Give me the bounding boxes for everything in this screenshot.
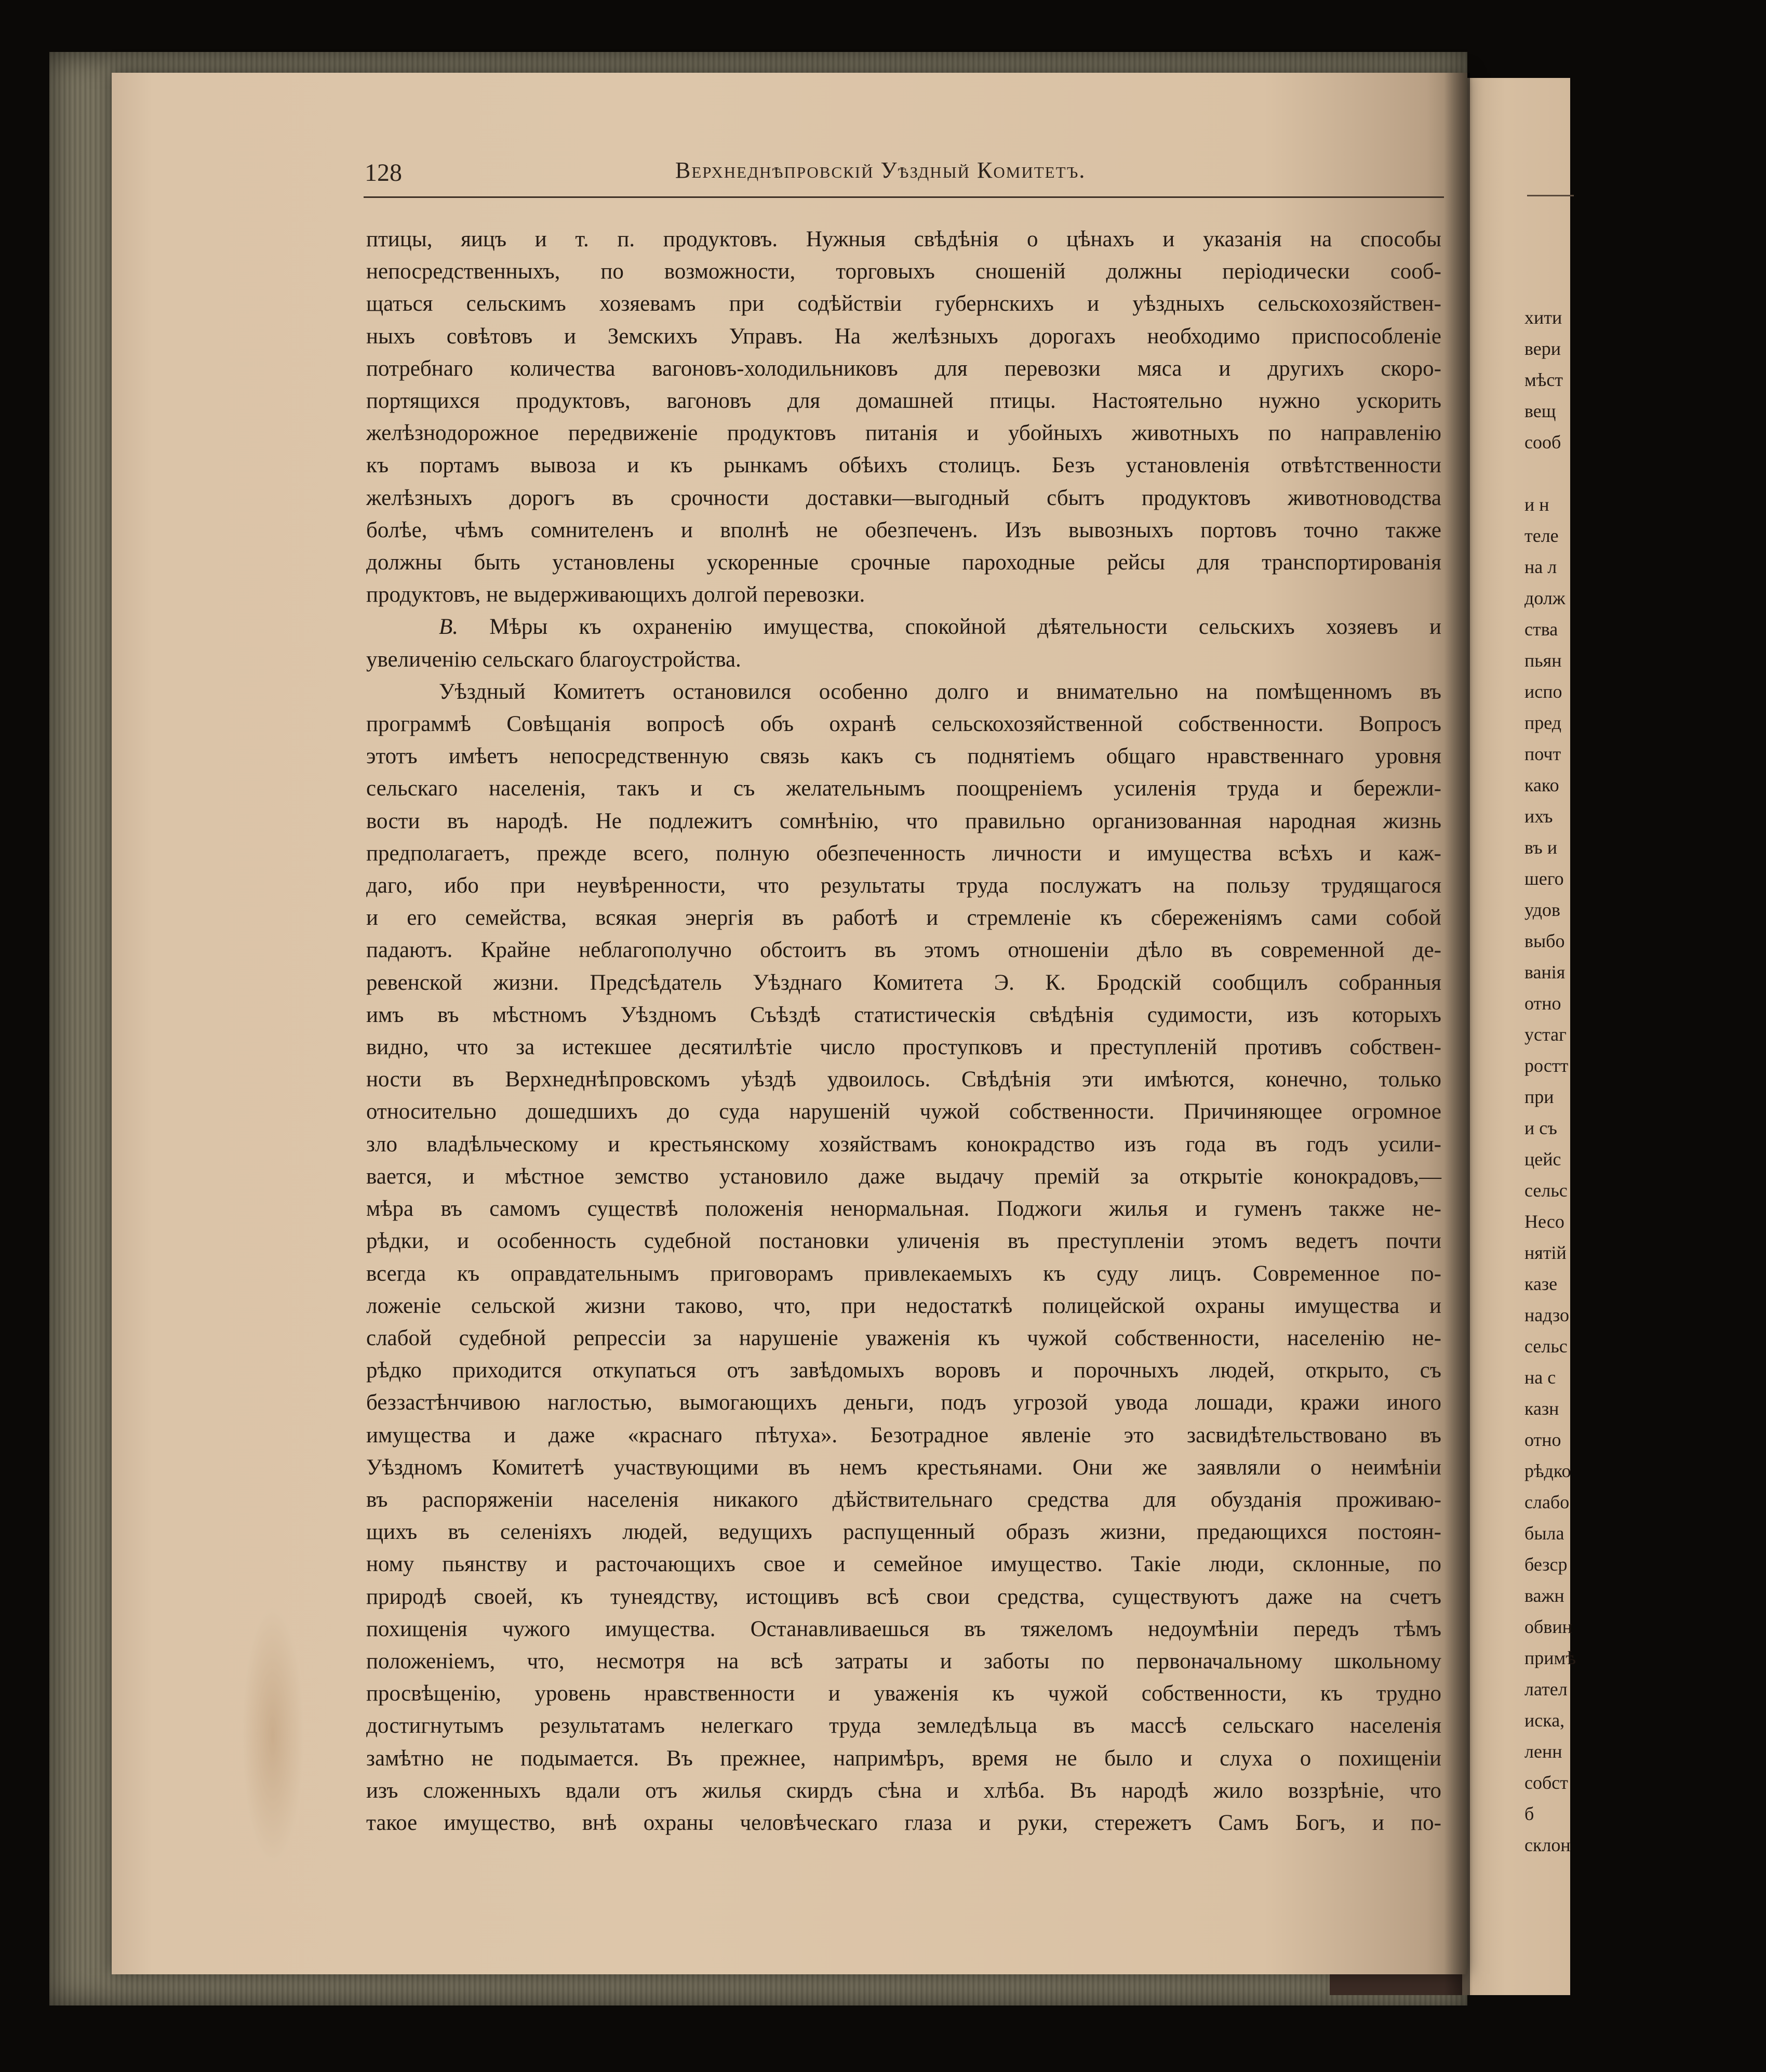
next-page-line: шего — [1524, 868, 1564, 889]
section-heading-b-cont: увеличенію сельскаго благоустройства. — [366, 647, 741, 672]
next-page-line: рѣдко — [1524, 1460, 1571, 1481]
section-heading-b — [366, 611, 1441, 643]
text-line: замѣтно не подымается. Въ прежнее, напримѣръ, время не было и слуха о похищеніи — [366, 1746, 1441, 1771]
text-line: даго, ибо при неувѣренности, что результаты труда послужатъ на пользу трудящагося — [366, 873, 1441, 898]
text-line: просвѣщенію, уровень нравственности и уваженія къ чужой собственности, къ трудно — [366, 1681, 1441, 1706]
section-heading-text: Мѣры къ охраненію имущества, спокойной дѣятельности сельскихъ хозяевъ и — [458, 615, 1441, 640]
next-page-line: пьян — [1524, 650, 1562, 671]
text-line: слабой судебной репрессіи за нарушеніе уваженія къ чужой собственности, населенію не- — [366, 1325, 1441, 1350]
text-line: изъ сложенныхъ вдали отъ жилья скирдъ сѣна и хлѣба. Въ народѣ жило воззрѣніе, что — [366, 1778, 1441, 1803]
next-page-line: сельс — [1524, 1180, 1568, 1201]
text-line: ревенской жизни. Предсѣдатель Уѣзднаго Комитета Э. К. Бродскій сообщилъ собранныя — [366, 970, 1441, 995]
text-line: предполагаетъ, прежде всего, полную обезпеченность личности и имущества всѣхъ и каж- — [366, 841, 1441, 866]
next-page-line: теле — [1524, 525, 1559, 546]
text-line: и его семейства, всякая энергія въ работѣ и стремленіе къ сбереженіямъ сами собой — [366, 906, 1441, 931]
text-line: рѣдко приходится откупаться отъ завѣдомыхъ воровъ и порочныхъ людей, открыто, съ — [366, 1358, 1441, 1383]
text-line: имъ въ мѣстномъ Уѣздномъ Съѣздѣ статистическія свѣдѣнія судимости, изъ которыхъ — [366, 1002, 1441, 1027]
text-line: этотъ имѣетъ непосредственную связь какъ съ поднятіемъ общаго нравственнаго уровня — [366, 744, 1441, 769]
next-page-line: вери — [1524, 338, 1561, 359]
text-line: Уѣздный Комитетъ остановился особенно долго и внимательно на помѣщенномъ въ — [439, 679, 1441, 704]
text-line: въ распоряженіи населенія никакого дѣйствительнаго средства для обузданія проживаю- — [366, 1487, 1441, 1512]
text-line: желѣзнодорожное передвиженіе продуктовъ питанія и убойныхъ животныхъ по направленію — [366, 421, 1441, 446]
next-page-line: ванія — [1524, 962, 1566, 982]
text-line: мѣра въ самомъ существѣ положенія ненормальная. Поджоги жилья и гуменъ также не- — [366, 1197, 1441, 1221]
next-page-line: при — [1524, 1086, 1554, 1107]
next-page-line: иска, — [1524, 1710, 1565, 1731]
next-page-line: важн — [1524, 1585, 1564, 1606]
running-title-text: Верхнеднѣпровскій Уѣздный Комитетъ. — [675, 157, 1086, 183]
next-page-line: почт — [1524, 743, 1561, 764]
text-line: вости въ народѣ. Не подлежитъ сомнѣнію, что правильно организованная народная жизнь — [366, 808, 1441, 833]
next-page-line: собст — [1524, 1772, 1569, 1793]
next-page-line: казе — [1524, 1273, 1558, 1294]
section-letter: В. — [439, 615, 459, 640]
text-line: щихъ въ селеніяхъ людей, ведущихъ распущенный образъ жизни, предающихся постоян- — [366, 1520, 1441, 1545]
text-line: такое имущество, внѣ охраны человѣческаго глаза и руки, стережетъ Самъ Богъ, и по- — [366, 1810, 1441, 1835]
text-line: относительно дошедшихъ до суда нарушеній чужой собственности. Причиняющее огромное — [366, 1099, 1441, 1124]
next-page-line: обвин — [1524, 1616, 1572, 1637]
next-page-line: како — [1524, 775, 1559, 795]
text-line: сельскаго населенія, такъ и съ желательнымъ поощреніемъ усиленія труда и бережли- — [366, 776, 1441, 801]
text-line: потребнаго количества вагоновъ-холодильниковъ для перевозки мяса и другихъ скоро- — [366, 356, 1441, 381]
gutter-shadow — [1444, 73, 1470, 1995]
next-page-line: цейс — [1524, 1149, 1561, 1170]
page-stain — [242, 1605, 304, 1865]
text-line: непосредственныхъ, по возможности, торговыхъ сношеній должны періодически сооб- — [366, 259, 1441, 284]
next-page-line: отно — [1524, 993, 1561, 1014]
next-page-line: ростт — [1524, 1055, 1569, 1076]
next-page-line: въ и — [1524, 837, 1557, 858]
next-page-line: склон — [1524, 1835, 1571, 1855]
text-line: падаютъ. Крайне неблагополучно обстоитъ въ этомъ отношеніи дѣло въ современной де- — [366, 938, 1441, 963]
next-page-head-rule — [1527, 195, 1574, 196]
next-page-line: ства — [1524, 619, 1558, 640]
text-line: портящихся продуктовъ, вагоновъ для домашней птицы. Настоятельно нужно ускорить — [366, 389, 1441, 414]
next-page-line: ихъ — [1524, 806, 1553, 827]
text-line: зло владѣльческому и крестьянскому хозяйствамъ конокрадство изъ года въ годъ усили- — [366, 1132, 1441, 1157]
next-page-line: выбо — [1524, 931, 1565, 951]
text-line: похищенія чужого имущества. Останавливаешься въ тяжеломъ недоумѣніи передъ тѣмъ — [366, 1616, 1441, 1641]
text-line: ныхъ совѣтовъ и Земскихъ Управъ. На желѣзныхъ дорогахъ необходимо приспособленіе — [366, 324, 1441, 349]
next-page-line: нятій — [1524, 1242, 1567, 1263]
next-page-line: долж — [1524, 588, 1566, 608]
next-page-line: казн — [1524, 1398, 1559, 1419]
next-page-line: пред — [1524, 712, 1562, 733]
next-page-line: была — [1524, 1523, 1564, 1544]
text-line: всегда къ оправдательнымъ приговорамъ привлекаемыхъ къ суду лицъ. Современное по- — [366, 1261, 1441, 1286]
main-text — [366, 223, 1441, 1839]
header-rule — [364, 196, 1444, 198]
next-page-line: мѣст — [1524, 369, 1563, 390]
text-line: программѣ Совѣщанія вопросѣ объ охранѣ сельскохозяйственной собственности. Вопросъ — [366, 712, 1441, 737]
next-page-line: испо — [1524, 681, 1562, 702]
text-line: болѣе, чѣмъ сомнителенъ и вполнѣ не обезпеченъ. Изъ вывозныхъ портовъ точно также — [366, 517, 1441, 542]
text-line: продуктовъ, не выдерживающихъ долгой перевозки. — [366, 582, 865, 607]
next-page-line: удов — [1524, 899, 1561, 920]
next-page-line: на с — [1524, 1367, 1556, 1388]
page-number: 128 — [365, 159, 402, 187]
next-page-line: и съ — [1524, 1118, 1557, 1138]
next-page-line: надзо — [1524, 1305, 1570, 1325]
text-line: щаться сельскимъ хозяевамъ при содѣйствіи губернскихъ и уѣздныхъ сельскохозяйствен- — [366, 291, 1441, 316]
next-page-line: лател — [1524, 1679, 1568, 1699]
next-page-line: сельс — [1524, 1336, 1568, 1357]
next-page-line: ленн — [1524, 1741, 1562, 1762]
text-line: птицы, яицъ и т. п. продуктовъ. Нужныя свѣдѣнія о цѣнахъ и указанія на способы — [366, 227, 1441, 251]
next-page-line: и н — [1524, 494, 1549, 515]
text-line: ному пьянству и расточающихъ свое и семейное имущество. Такіе люди, склонные, по — [366, 1552, 1441, 1577]
text-line: достигнутымъ результатамъ нелегкаго труда земледѣльца въ массѣ сельскаго населенія — [366, 1714, 1441, 1738]
next-page-line: слабо — [1524, 1492, 1570, 1512]
text-line: положеніемъ, что, несмотря на всѣ затраты и заботы по первоначальному школьному — [366, 1649, 1441, 1673]
text-line: природѣ своей, къ тунеядству, истощивъ всѣ свои средства, существуютъ даже на счетъ — [366, 1584, 1441, 1609]
text-line: къ портамъ вывоза и къ рынкамъ обѣихъ столицъ. Безъ установленія отвѣтственности — [366, 453, 1441, 478]
text-line: рѣдки, и особенность судебной постановки уличенія въ преступленіи этомъ ведетъ почти — [366, 1229, 1441, 1254]
running-title — [675, 157, 1766, 183]
next-page-line: Несо — [1524, 1211, 1564, 1232]
next-page-line: б — [1524, 1803, 1534, 1824]
next-page-line: отно — [1524, 1429, 1561, 1450]
next-page-line: безср — [1524, 1554, 1568, 1575]
next-page-line: устаг — [1524, 1024, 1567, 1045]
text-line: имущества и даже «краснаго пѣтуха». Безотрадное явленіе это засвидѣтельствовано въ — [366, 1423, 1441, 1447]
text-line: ложеніе сельской жизни таково, что, при недостаткѣ полицейской охраны имущества и — [366, 1293, 1441, 1318]
text-line: ности въ Верхнеднѣпровскомъ уѣздѣ удвоилось. Свѣдѣнія эти имѣются, конечно, только — [366, 1067, 1441, 1092]
text-line: вается, и мѣстное земство установило даже выдачу премій за открытіе конокрадовъ,— — [366, 1164, 1441, 1189]
text-line: Уѣздномъ Комитетѣ участвующими въ немъ крестьянами. Они же заявляли о неимѣніи — [366, 1455, 1441, 1480]
text-line: видно, что за истекшее десятилѣтіе число проступковъ и преступленій противъ собствен- — [366, 1035, 1441, 1060]
text-line: беззастѣнчивою наглостью, вымогающихъ деньги, подъ угрозой увода лошади, кражи иного — [366, 1390, 1441, 1415]
text-line: должны быть установлены ускоренные срочные пароходные рейсы для транспортированія — [366, 550, 1441, 575]
next-page-line: сооб — [1524, 432, 1561, 453]
next-page-line: вещ — [1524, 401, 1556, 421]
text-line: желѣзныхъ дорогъ въ срочности доставки—выгодный сбытъ продуктовъ животноводства — [366, 485, 1441, 510]
next-page-line: хити — [1524, 307, 1562, 328]
next-page-edge — [1462, 78, 1576, 1995]
next-page-line: примѣ — [1524, 1648, 1576, 1668]
next-page-line: на л — [1524, 556, 1557, 577]
